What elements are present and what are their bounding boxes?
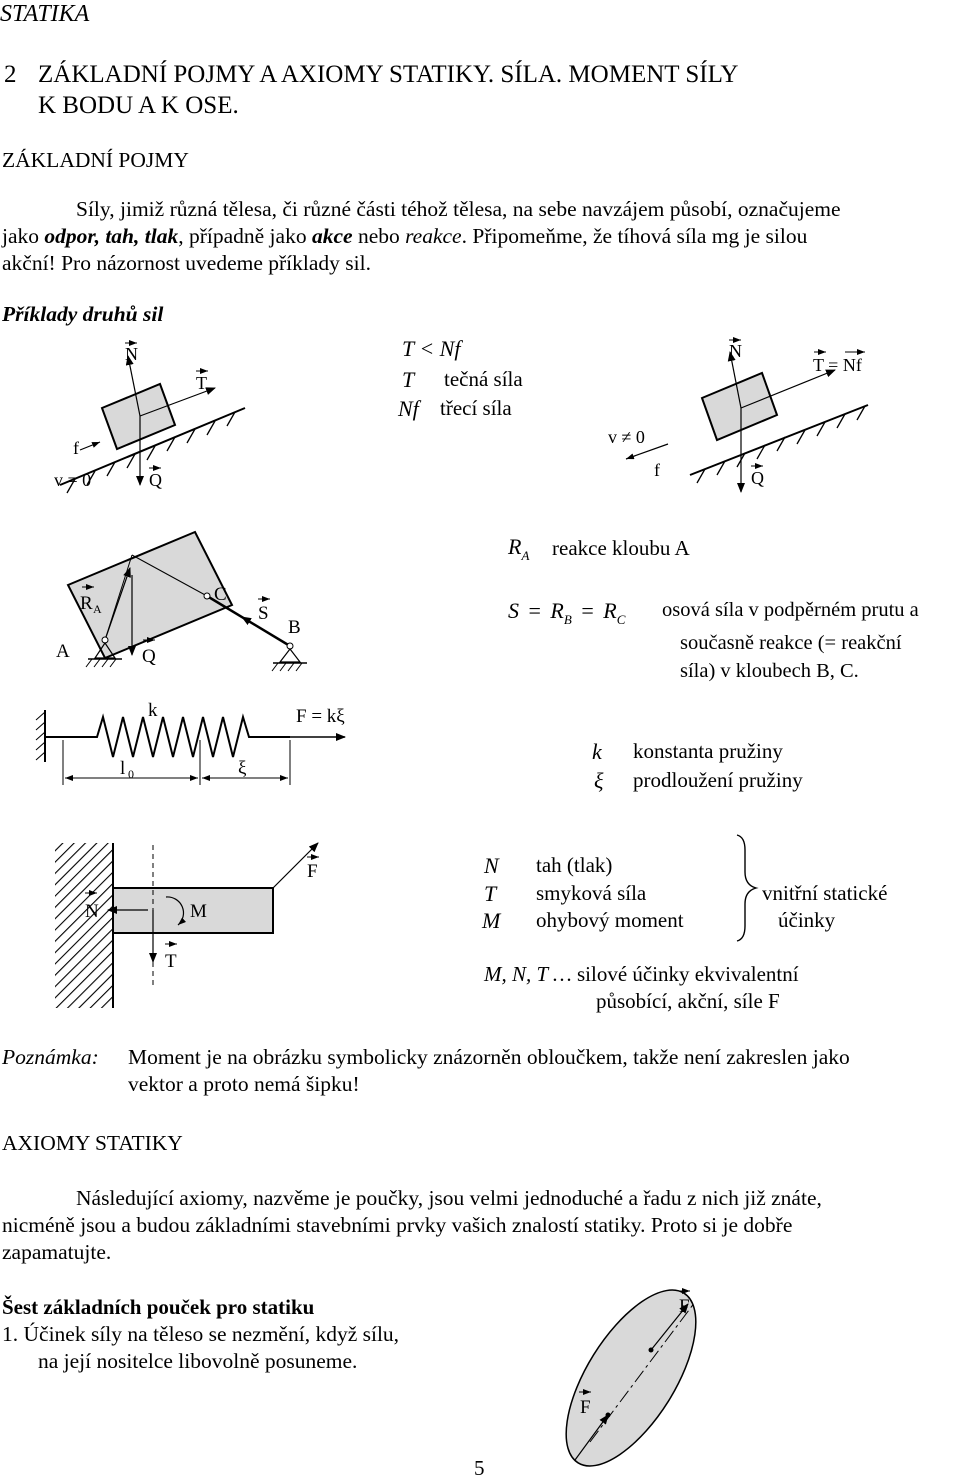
note-label: Poznámka: [2,1045,99,1069]
beam-M-label: M [190,901,207,922]
relation-T-sym: T [402,367,415,392]
rule-1-line2: na její nositelce libovolně posuneme. [38,1349,358,1373]
eq-sign: = [528,598,541,623]
spring-F-label: F = kξ [296,706,345,727]
fig2-N-label: N [729,341,742,361]
effect-group-line2: účinky [778,908,836,932]
effect-eq-text: silové účinky ekvivalentní [571,962,799,986]
effect-N-text: tah (tlak) [536,853,613,877]
section-heading-basics: ZÁKLADNÍ POJMY [2,148,189,172]
eq-S: S [508,598,519,623]
spring-l0-label: l [120,758,126,779]
fig3-S-label: S [258,603,269,624]
effect-group-line1: vnitřní statické [762,881,888,905]
chapter-title-line1: ZÁKLADNÍ POJMY A AXIOMY STATIKY. SÍLA. MOMENT SÍLY [38,61,739,88]
rule-1-line1: 1. Účinek síly na těleso se nezmění, když sílu, [2,1322,400,1346]
ra-text: reakce kloubu A [552,536,690,560]
term-akce: akce [311,224,353,248]
fig1-Q-label: Q [149,470,162,490]
fig3-A-label: A [56,641,70,662]
group-brace [737,835,756,941]
effect-symbols: M, N, T … [484,962,572,986]
relation-ineq: T < Nf [402,336,461,361]
beam-N-label: N [85,901,99,922]
eq-RB-sub: B [563,612,572,627]
eq-RC-sub: C [616,612,626,627]
note-line2: vektor a proto nemá šipku! [128,1072,360,1096]
spring-k-label: k [148,700,158,721]
beam-F-label: F [307,861,318,882]
spring-legend-xi: ξ [594,768,604,793]
page-number: 5 [474,1456,485,1480]
text-run: nebo [352,224,406,248]
fig2-Q-label: Q [751,468,764,488]
rules-heading: Šest základních pouček pro statiku [2,1295,315,1319]
fig2-f-label: f [654,460,660,480]
effect-equivalence-line1 [484,964,799,985]
beam-T-label: T [165,951,177,972]
note-line1: Moment je na obrázku symbolicky znázorněn obloučkem, takže není zakreslen jako [128,1045,850,1069]
effect-T-text: smyková síla [536,881,647,905]
spring-l0-sub: 0 [128,767,134,781]
spring-legend-k-text: konstanta pružiny [633,739,783,763]
fig3-RA-label: R [80,593,93,614]
axioms-line3: zapamatujte. [2,1240,112,1264]
relation-Nf-text: třecí síla [440,396,512,420]
axioms-heading: AXIOMY STATIKY [2,1131,183,1155]
effect-N: N [484,853,499,878]
fig3-B-label: B [288,617,301,638]
basics-line3: akční! Pro názornost uvedeme příklady sil. [2,251,371,275]
text-run: . Připomeňme, že tíhová síla mg je silou [461,224,808,248]
relation-Nf-sym: Nf [398,396,419,421]
fig2-v-label: v ≠ 0 [608,427,645,447]
plate-strut-figure [68,532,307,671]
fig3-RA-sub: A [93,602,102,616]
fig3-C-label: C [214,584,227,605]
effect-M: M [482,908,501,933]
eq-sign-2: = [581,598,594,623]
effect-equivalence-line2: působící, akční, síle F [596,989,780,1013]
fig1-f-label: f [73,438,79,458]
srb-equation [508,600,625,626]
axioms-line2: nicméně jsou a budou základními stavebními prvky vašich znalostí statiky. Proto si je dobře [2,1213,793,1237]
srb-line2: současně reakce (= reakční [680,632,902,654]
effect-M-text: ohybový moment [536,908,684,932]
ra-sym-main: R [508,534,522,559]
srb-line3: síla) v kloubech B, C. [680,660,859,682]
spring-legend-k: k [592,739,602,764]
chapter-number: 2 [4,61,17,88]
beam-figure [55,843,319,1008]
axioms-line1: Následující axiomy, nazvěme je poučky, jsou velmi jednoduché a řadu z nich již znáte, [76,1186,822,1210]
sliding-force-figure [541,1270,722,1478]
basics-line1: Síly, jimiž různá tělesa, či různé části téhož tělesa, na sebe navzájem působí, označujeme [76,197,841,221]
effect-T: T [484,881,497,906]
term-odpor: odpor, tah, tlak [44,224,179,248]
fig1-v-label: v = 0 [54,470,92,490]
ellipse-F-bottom-label: F [580,1397,591,1418]
text-run: jako [2,224,45,248]
ellipse-F-top-label: F [679,1296,690,1317]
srb-line1: osová síla v podpěrném prutu a [662,599,919,621]
chapter-title-line2: K BODU A K OSE. [38,92,239,119]
term-reakce: reakce [405,224,462,248]
spring-xi-label: ξ [238,758,247,779]
examples-heading: Příklady druhů sil [2,302,164,326]
fig2-eq-label: T = Nf [813,355,862,375]
spring-legend-xi-text: prodloužení pružiny [633,768,803,792]
eq-RC: R [603,598,617,623]
relation-T-text: tečná síla [444,367,523,391]
fig3-Q-label: Q [142,646,156,667]
ra-sym-sub: A [521,548,530,563]
text-run: , případně jako [178,224,312,248]
eq-RB: R [550,598,564,623]
running-header: STATIKA [0,1,90,27]
fig1-N-label: N [125,344,138,364]
fig1-T-label: T [196,373,207,393]
ra-sym [508,536,529,562]
